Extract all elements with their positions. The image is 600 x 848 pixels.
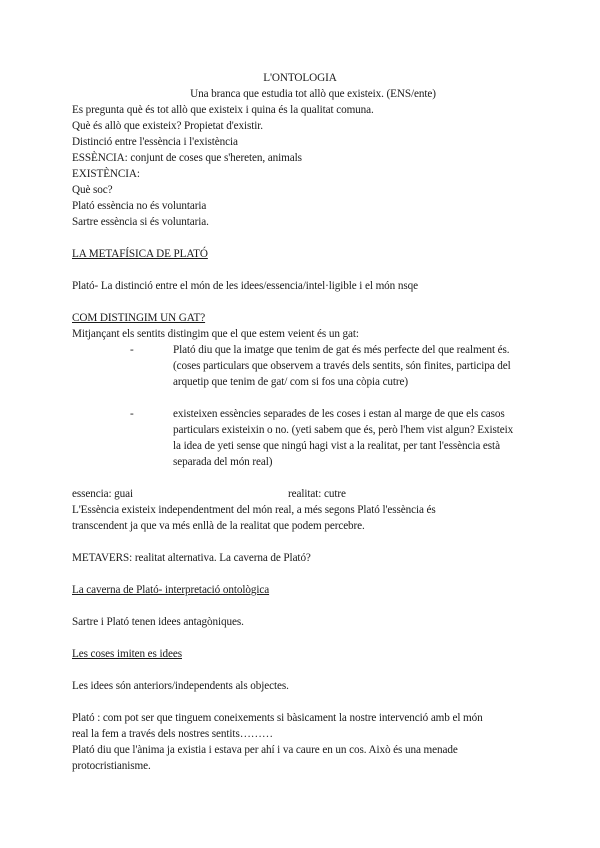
intro-line: Què soc? — [72, 184, 113, 196]
intro-line: Distinció entre l'essència i l'existència — [72, 136, 238, 148]
bullet-marker: - — [130, 344, 134, 356]
paragraph-line: transcendent ja que va més enllà de la realitat que podem percebre. — [72, 520, 365, 532]
section-heading-gat: COM DISTINGIM UN GAT? — [72, 312, 206, 324]
bullet-marker: - — [130, 408, 134, 420]
section-heading-caverna: La caverna de Plató- interpretació ontològica — [72, 584, 270, 596]
intro-line: Plató essència no és voluntaria — [72, 200, 207, 212]
intro-line: Sartre essència si és voluntaria. — [72, 216, 209, 228]
bullet-line: la idea de yeti sense que ningú hagi vist a la realitat, per tant l'essència està — [173, 440, 500, 452]
section-heading-metafisica: LA METAFÍSICA DE PLATÓ — [72, 248, 208, 260]
bullet-line: separada del món real) — [173, 456, 273, 468]
paragraph-line: Plató diu que l'ànima ja existia i estava per ahí i va caure en un cos. Això és una menade — [72, 744, 458, 756]
paragraph-line: Plató : com pot ser que tinguem coneixements si bàsicament la nostre intervenció amb el món — [72, 712, 483, 724]
section-text: Plató- La distinció entre el món de les idees/essencia/intel·ligible i el món nsqe — [72, 280, 418, 292]
paragraph-line: L'Essència existeix independentment del món real, a més segons Plató l'essència és — [72, 504, 436, 516]
metavers-line: METAVERS: realitat alternativa. La caverna de Plató? — [72, 552, 311, 564]
intro-line: Es pregunta què és tot allò que existeix i quina és la qualitat comuna. — [72, 104, 374, 116]
intro-line: Què és allò que existeix? Propietat d'existir. — [72, 120, 263, 132]
intro-line: EXISTÈNCIA: — [72, 168, 140, 180]
section-text: Les idees són anteriors/independents als objectes. — [72, 680, 289, 692]
intro-line: ESSÈNCIA: conjunt de coses que s'hereten, animals — [72, 152, 302, 164]
page-subtitle: Una branca que estudia tot allò que existeix. (ENS/ente) — [190, 88, 436, 100]
section-text: Mitjançant els sentits distingim que el que estem veient és un gat: — [72, 328, 359, 340]
bullet-line: existeixen essències separades de les coses i estan al marge de que els casos — [173, 408, 505, 420]
bullet-line: (coses particulars que observem a través dels sentits, són finites, participa del — [173, 360, 511, 372]
paragraph-line: real la fem a través dels nostres sentits……… — [72, 728, 273, 740]
bullet-line: particulars existeixin o no. (yeti sabem que és, però l'hem vist algun? Existeix — [173, 424, 514, 436]
bullet-line: arquetip que tenim de gat/ com si fos una còpia cutre) — [173, 376, 409, 388]
section-heading-coses: Les coses imiten es idees — [72, 648, 182, 660]
realitat-label: realitat: cutre — [288, 488, 346, 500]
essencia-label: essencia: guai — [72, 488, 134, 500]
page-title: L'ONTOLOGIA — [263, 72, 337, 84]
bullet-line: Plató diu que la imatge que tenim de gat és més perfecte del que realment és. — [173, 344, 510, 356]
paragraph-line: protocristianisme. — [72, 760, 151, 772]
section-text: Sartre i Plató tenen idees antagòniques. — [72, 616, 244, 628]
